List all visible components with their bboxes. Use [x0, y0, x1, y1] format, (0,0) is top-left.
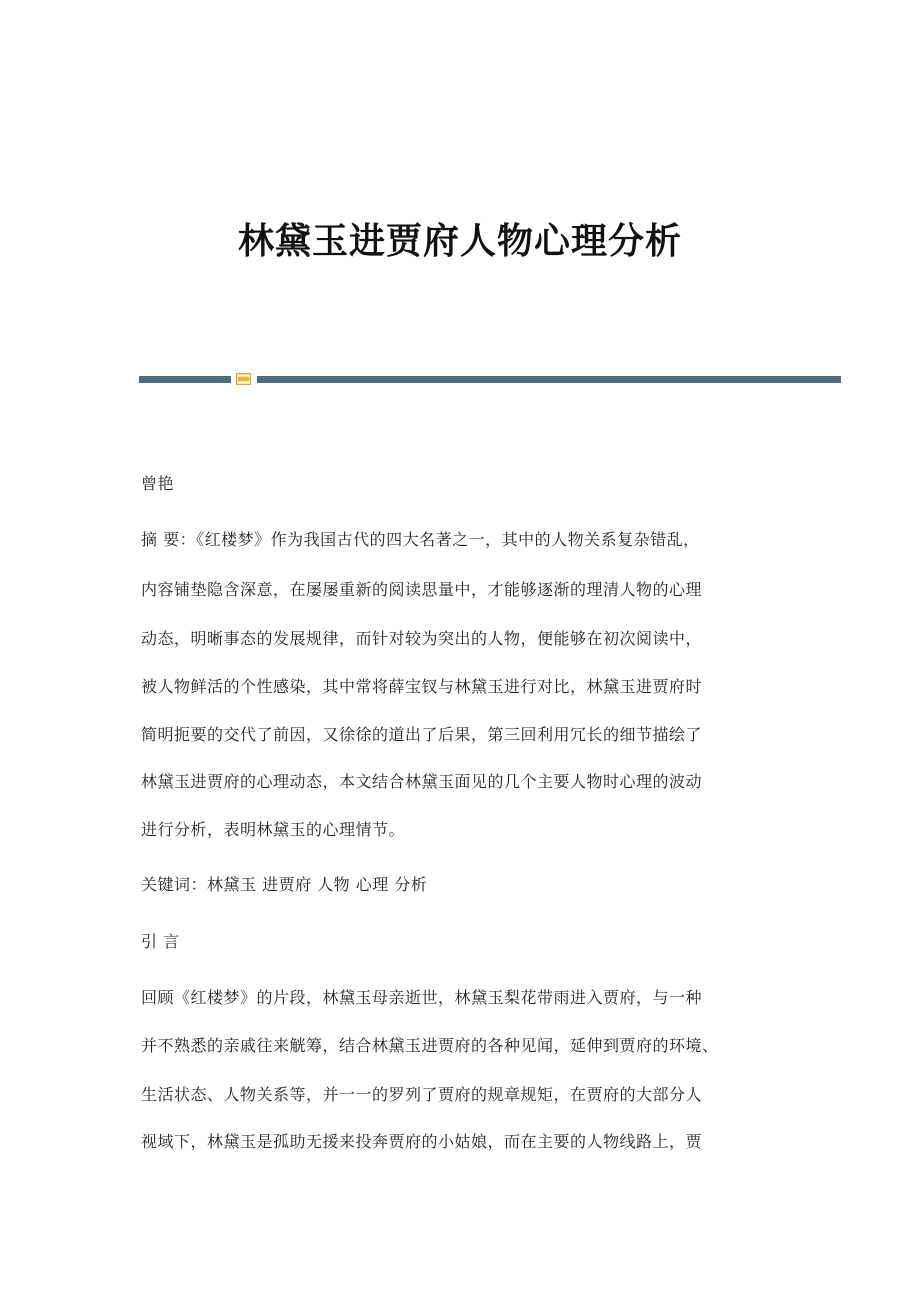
abstract-line: 动态，明晰事态的发展规律，而针对较为突出的人物，便能够在初次阅读中， [141, 629, 703, 648]
abstract-line: 被人物鲜活的个性感染，其中常将薛宝钗与林黛玉进行对比，林黛玉进贾府时 [141, 677, 703, 696]
page-title: 林黛玉进贾府人物心理分析 [237, 220, 682, 262]
abstract-line: 内容铺垫隐含深意，在屡屡重新的阅读思量中，才能够逐渐的理清人物的心理 [141, 580, 703, 599]
intro-line: 视域下，林黛玉是孤助无援来投奔贾府的小姑娘，而在主要的人物线路上，贾 [141, 1132, 703, 1151]
divider-bar-left [139, 376, 231, 383]
intro-line: 生活状态、人物关系等，并一一的罗列了贾府的规章规矩，在贾府的大部分人 [141, 1085, 703, 1104]
intro-line: 并不熟悉的亲戚往来觥筹，结合林黛玉进贾府的各种见闻，延伸到贾府的环境、 [141, 1036, 719, 1055]
abstract-line: 摘 要：《红楼梦》作为我国古代的四大名著之一，其中的人物关系复杂错乱， [141, 530, 700, 549]
abstract-line: 简明扼要的交代了前因，又徐徐的道出了后果，第三回利用冗长的细节描绘了 [141, 725, 703, 744]
intro-line: 回顾《红楼梦》的片段，林黛玉母亲逝世，林黛玉梨花带雨进入贾府，与一种 [141, 988, 703, 1007]
ornament-icon [236, 373, 251, 385]
divider-bar-right [257, 376, 841, 383]
abstract-line: 进行分析，表明林黛玉的心理情节。 [141, 820, 406, 839]
author-name: 曾艳 [141, 474, 175, 493]
section-heading: 引 言 [141, 932, 180, 951]
title-divider [139, 373, 841, 385]
keywords: 关键词：林黛玉 进贾府 人物 心理 分析 [141, 875, 428, 894]
abstract-line: 林黛玉进贾府的心理动态，本文结合林黛玉面见的几个主要人物时心理的波动 [141, 772, 703, 791]
